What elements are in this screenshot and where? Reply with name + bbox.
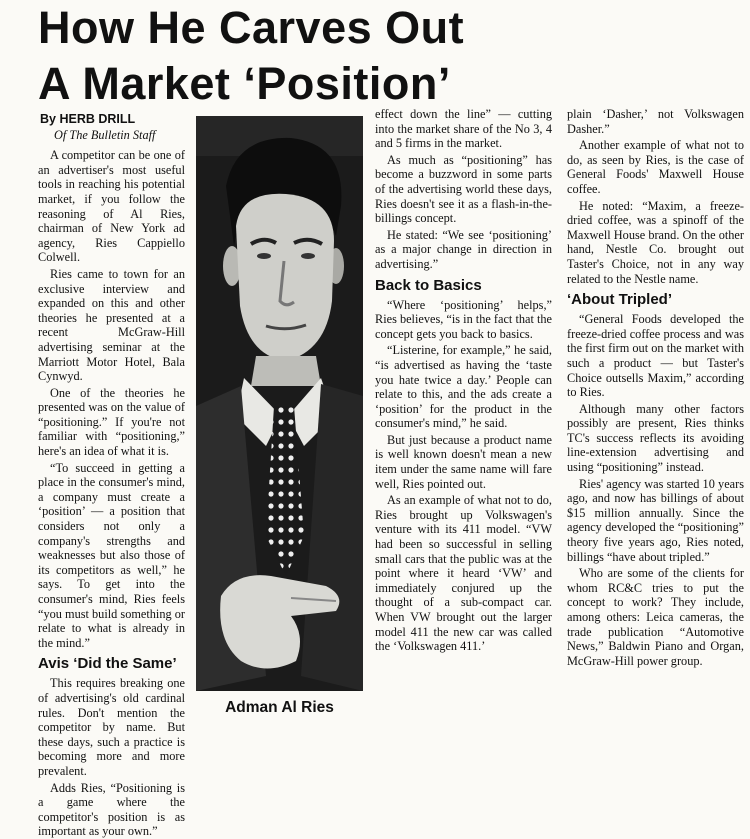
- paragraph: Another example of what not to do, as seen by Ries, is the case of General Foods' Maxwell House coffee.: [567, 138, 744, 196]
- byline-staff: Of The Bulletin Staff: [54, 127, 156, 142]
- column-4: [567, 107, 744, 731]
- paragraph: effect down the line” — cutting into the market share of the No 3, 4 and 5 firms in the market.: [375, 107, 552, 151]
- photo-caption: Adman Al Ries: [225, 699, 334, 716]
- paragraph: He noted: “Maxim, a freeze-dried coffee, was a spinoff of the Maxwell House brand. On the other hand, Nestle Co. brought out Taster's Choice, not in any way related to the Nestle name.: [567, 198, 744, 286]
- paragraph: “Where ‘positioning’ helps,” Ries believes, “is in the fact that the concept gets you back to basics.: [375, 297, 552, 341]
- column-3: [375, 107, 552, 731]
- byline-author: By HERB DRILL: [40, 112, 136, 126]
- subhead-avis: Avis ‘Did the Same’: [38, 655, 177, 673]
- paragraph: “Listerine, for example,” he said, “is advertised as having the ‘taste you hate twice a day.’ People can relate to this, and the ads create a ‘position’ for the product in the consumer's mind,” he said.: [375, 343, 552, 431]
- paragraph: Ries' agency was started 10 years ago, and now has billings of about $15 million annually. Since the agency developed the “positioning” theory five years ago, Ries noted, billings “have about tripled.”: [567, 476, 744, 564]
- column-1: [38, 112, 185, 839]
- paragraph: He stated: “We see ‘positioning’ as a major change in direction in advertising.”: [375, 227, 552, 271]
- paragraph: Adds Ries, “Positioning is a game where the competitor's position is as important as your own.”: [38, 780, 185, 839]
- paragraph: As much as “positioning” has become a buzzword in some parts of the advertising world these days, Ries doesn't see it as a flash-in-the-billings concept.: [375, 152, 552, 226]
- paragraph: Ries came to town for an exclusive interview and expanded on this and other theories he presented at a recent McGraw-Hill advertising seminar at the Marriott Motor Hotel, Bala Cynwyd.: [38, 266, 185, 384]
- paragraph: As an example of what not to do, Ries brought up Volkswagen's venture with its 411 model. “VW had been so successful in selling small cars that the public was at the point where it heard ‘VW’ and immediately conjured up the thought of a sub-compact car. When VW brought out the larger model 411 the new car was called the ‘Volkswagen 411.’: [375, 493, 552, 654]
- paragraph: Who are some of the clients for whom RC&C tries to put the concept to work? They include, among others: Leica cameras, the trade publication “Automotive News,” Baldwin Piano and Organ, McGraw-Hill power group.: [567, 566, 744, 668]
- headline: [38, 0, 538, 112]
- subhead-back-to-basics: Back to Basics: [375, 276, 482, 294]
- paragraph: “General Foods developed the freeze-dried coffee process and was the first firm out on the market with such a product — but Taster's Choice outsells Maxim,” according to Ries.: [567, 312, 744, 400]
- paragraph: A competitor can be one of an advertiser's most useful tools in reaching his potential market, if you follow the reasoning of Al Ries, chairman of New York ad agency, Ries Cappiello Colwell.: [38, 148, 185, 265]
- paragraph: But just because a product name is well known doesn't mean a new item under the same name will fare well, Ries pointed out.: [375, 432, 552, 491]
- portrait-photo: [196, 116, 363, 691]
- subhead-about-tripled: ‘About Tripled’: [567, 291, 672, 309]
- paragraph: One of the theories he presented was on the value of “positioning.” If you're not familiar with “positioning,” here's an idea of what it is.: [38, 385, 185, 459]
- headline-line-2: A Market ‘Position’: [38, 58, 451, 109]
- paragraph: “To succeed in getting a place in the consumer's mind, a company must create a ‘position’ — a position that considers not only a company's strengths and weaknesses but also those of its competitors as well,” he says. To get into the consumer's mind, Ries feels “you must build something or relate to what is already in the mind.”: [38, 460, 185, 650]
- paragraph: This requires breaking one of advertising's old cardinal rules. Don't mention the competitor by name. But these days, such a practice is becoming more and more prevalent.: [38, 676, 185, 778]
- portrait-illustration: [196, 116, 363, 691]
- headline-line-1: How He Carves Out: [38, 2, 465, 53]
- paragraph: Although many other factors possibly are present, Ries thinks TC's success reflects its avoiding line-extension advertising and using “positioning” instead.: [567, 401, 744, 475]
- paragraph: plain ‘Dasher,’ not Volkswagen Dasher.”: [567, 107, 744, 136]
